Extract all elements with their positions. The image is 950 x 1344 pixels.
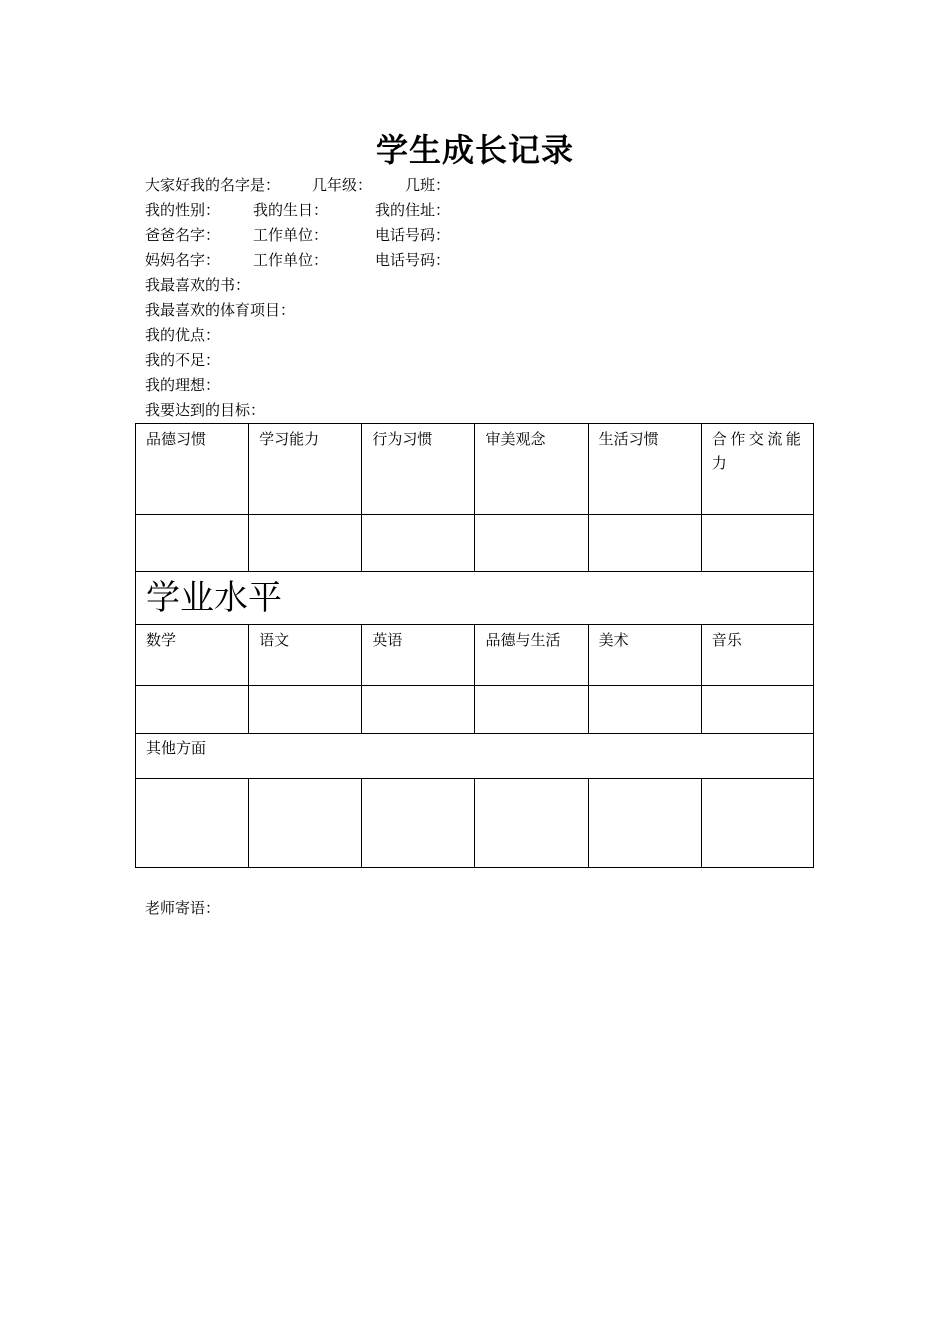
- other-entry-row: [135, 778, 814, 867]
- subject-entry-cell[interactable]: [588, 685, 701, 733]
- quality-header-cell: 生活习惯: [588, 423, 701, 514]
- other-entry-cell[interactable]: [135, 778, 248, 867]
- teacher-comment-label: 老师寄语：: [145, 899, 221, 917]
- mother-name-label: 妈妈名字：: [145, 251, 221, 269]
- father-phone-label: 电话号码：: [375, 226, 451, 244]
- quality-entry-cell[interactable]: [588, 514, 701, 571]
- quality-entry-cell[interactable]: [135, 514, 248, 571]
- quality-header-cell: 行为习惯: [361, 423, 474, 514]
- other-aspects-label: 其他方面: [135, 733, 814, 778]
- other-entry-cell[interactable]: [701, 778, 814, 867]
- subject-header-cell: 数学: [135, 624, 248, 685]
- info-line-father: [145, 224, 450, 246]
- quality-entry-cell[interactable]: [474, 514, 587, 571]
- academic-level-title: 学业水平: [135, 571, 814, 624]
- subject-header-cell: 语文: [248, 624, 361, 685]
- quality-entry-cell[interactable]: [701, 514, 814, 571]
- info-line-mother: [145, 249, 450, 271]
- other-entry-cell[interactable]: [361, 778, 474, 867]
- ideal-label: 我的理想：: [145, 376, 221, 394]
- growth-record-table: [135, 423, 814, 868]
- quality-header-row: [135, 423, 814, 514]
- father-name-label: 爸爸名字：: [145, 226, 221, 244]
- subject-entry-cell[interactable]: [701, 685, 814, 733]
- subject-header-row: [135, 624, 814, 685]
- other-aspects-row: [135, 733, 814, 778]
- subject-header-cell: 音乐: [701, 624, 814, 685]
- birthday-label: 我的生日：: [253, 201, 329, 219]
- subject-entry-row: [135, 685, 814, 733]
- other-entry-cell[interactable]: [474, 778, 587, 867]
- grade-label: 几年级：: [312, 176, 373, 194]
- info-line-name-grade: [145, 174, 450, 196]
- mother-work-label: 工作单位：: [253, 251, 329, 269]
- father-work-label: 工作单位：: [253, 226, 329, 244]
- gender-label: 我的性别：: [145, 201, 221, 219]
- quality-header-cell: 品德习惯: [135, 423, 248, 514]
- quality-entry-cell[interactable]: [361, 514, 474, 571]
- other-entry-cell[interactable]: [588, 778, 701, 867]
- name-label: 大家好我的名字是：: [145, 176, 281, 194]
- subject-entry-cell[interactable]: [135, 685, 248, 733]
- subject-entry-cell[interactable]: [361, 685, 474, 733]
- quality-header-cell: 审美观念: [474, 423, 587, 514]
- subject-header-cell: 品德与生活: [474, 624, 587, 685]
- weaknesses-label: 我的不足：: [145, 351, 221, 369]
- quality-header-cell: 合作交流能力: [701, 423, 814, 514]
- quality-entry-cell[interactable]: [248, 514, 361, 571]
- favorite-book-label: 我最喜欢的书：: [145, 276, 251, 294]
- quality-header-cell: 学习能力: [248, 423, 361, 514]
- mother-phone-label: 电话号码：: [375, 251, 451, 269]
- page-title: 学生成长记录: [375, 131, 574, 169]
- strengths-label: 我的优点：: [145, 326, 221, 344]
- subject-header-cell: 美术: [588, 624, 701, 685]
- goal-label: 我要达到的目标：: [145, 401, 266, 419]
- subject-entry-cell[interactable]: [474, 685, 587, 733]
- favorite-sport-label: 我最喜欢的体育项目：: [145, 301, 296, 319]
- subject-header-cell: 英语: [361, 624, 474, 685]
- other-entry-cell[interactable]: [248, 778, 361, 867]
- quality-entry-row: [135, 514, 814, 571]
- subject-entry-cell[interactable]: [248, 685, 361, 733]
- academic-title-row: [135, 571, 814, 624]
- class-label: 几班：: [405, 176, 451, 194]
- address-label: 我的住址：: [375, 201, 451, 219]
- info-line-gender-birthday: [145, 199, 450, 221]
- table-bottom-border: [135, 867, 814, 868]
